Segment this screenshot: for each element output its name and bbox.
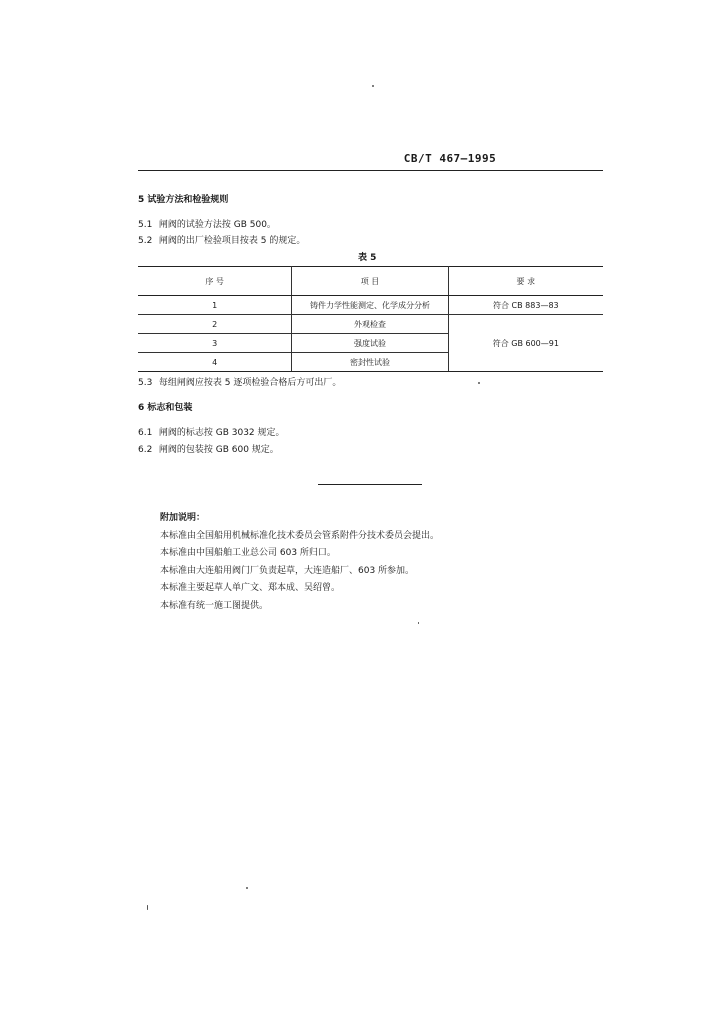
cell-seq: 3 [138, 334, 292, 353]
scan-speck [147, 905, 148, 910]
standard-code-header: CB/T 467—1995 [403, 152, 497, 165]
notes-line: 本标准有统一施工图提供。 [160, 600, 269, 611]
cell-item: 外观检查 [292, 315, 448, 334]
end-rule [318, 484, 422, 485]
clause-number: 6.2 [138, 445, 153, 455]
cell-seq: 1 [138, 296, 292, 315]
table-row [138, 315, 603, 334]
scan-speck [478, 382, 480, 384]
cell-item: 密封性试验 [292, 353, 448, 372]
column-header-requirement: 要 求 [448, 267, 603, 296]
inspection-table [138, 266, 603, 372]
cell-item: 强度试验 [292, 334, 448, 353]
column-header-item: 项 目 [292, 267, 448, 296]
clause-6-1 [138, 427, 285, 439]
clause-text: 每组闸阀应按表 5 逐项检验合格后方可出厂。 [158, 378, 342, 388]
header-rule [138, 170, 603, 171]
table-caption: 表 5 [358, 253, 377, 263]
additional-notes [160, 510, 439, 615]
scan-speck [246, 887, 248, 889]
cell-requirement-merged: 符合 GB 600—91 [448, 315, 603, 372]
cell-seq: 2 [138, 315, 292, 334]
notes-line: 本标准由中国船舶工业总公司 603 所归口。 [160, 548, 336, 558]
scan-speck [372, 85, 374, 87]
section-5-heading: 5 试验方法和检验规则 [138, 195, 229, 205]
cell-item: 铸件力学性能测定、化学成分分析 [292, 296, 448, 315]
clause-text: 闸阀的出厂检验项目按表 5 的规定。 [158, 236, 306, 246]
clause-number: 5.1 [138, 220, 153, 230]
notes-line: 本标准主要起草人单广文、郑本成、吴绍曾。 [160, 583, 341, 593]
cell-seq: 4 [138, 353, 292, 372]
clause-text: 闸阀的包装按 GB 600 规定。 [158, 445, 279, 455]
clause-text: 闸阀的试验方法按 GB 500。 [158, 220, 276, 230]
clause-5-3 [138, 377, 341, 389]
clause-5-1 [138, 219, 276, 231]
table-row [138, 296, 603, 315]
scan-speck [418, 622, 419, 624]
clause-6-2 [138, 444, 279, 456]
notes-line: 本标准由全国船用机械标准化技术委员会管系附件分技术委员会提出。 [160, 530, 440, 541]
notes-line: 本标准由大连船用阀门厂负责起草，大连造船厂、603 所参加。 [160, 565, 415, 576]
section-6-heading: 6 标志和包装 [138, 403, 193, 413]
cell-requirement: 符合 CB 883—83 [448, 296, 603, 315]
column-header-seq: 序 号 [138, 267, 292, 296]
clause-text: 闸阀的标志按 GB 3032 规定。 [158, 428, 285, 438]
notes-title: 附加说明： [160, 513, 206, 523]
clause-number: 5.3 [138, 378, 153, 388]
clause-number: 5.2 [138, 236, 153, 246]
clause-number: 6.1 [138, 428, 153, 438]
table-header-row [138, 267, 603, 296]
clause-5-2 [138, 235, 305, 247]
